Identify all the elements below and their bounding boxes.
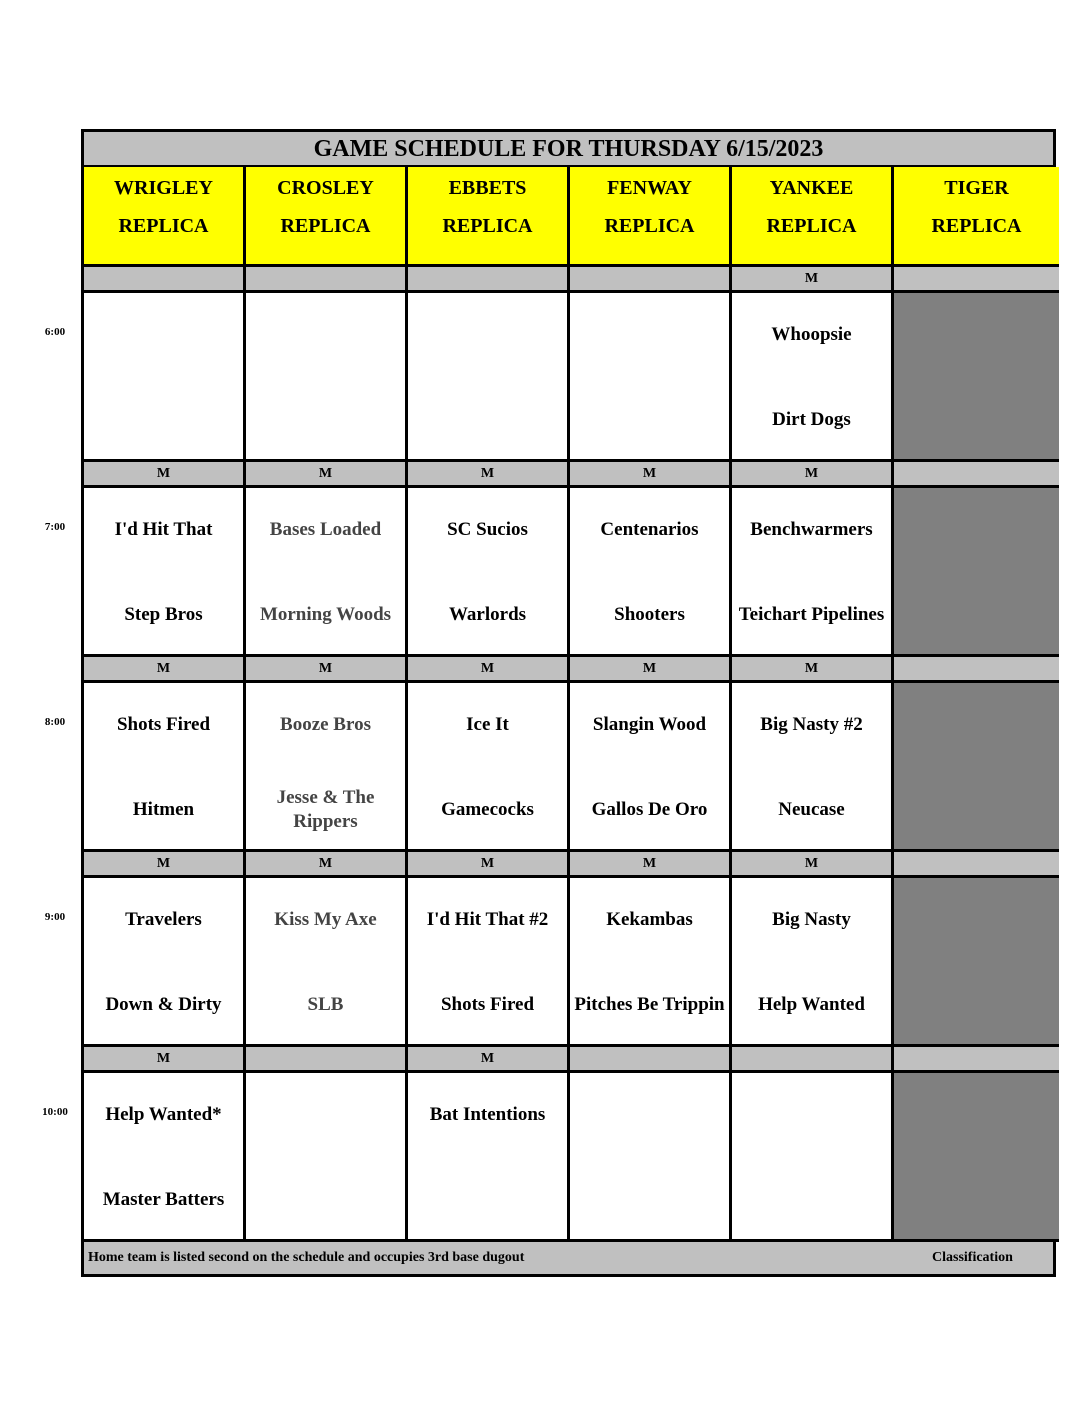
field-sub: REPLICA xyxy=(118,215,209,237)
home-team: Morning Woods xyxy=(259,604,392,625)
away-team: SC Sucios xyxy=(447,519,528,540)
field-header-wrigley xyxy=(84,167,246,267)
away-team: Kiss My Axe xyxy=(274,909,377,930)
footer-classification: Classification xyxy=(932,1250,1013,1265)
unavailable-cell xyxy=(894,1073,1059,1242)
away-team xyxy=(570,315,729,355)
away-team: Whoopsie xyxy=(771,324,852,345)
away-team xyxy=(894,510,1059,550)
away-team xyxy=(246,315,405,355)
class-band xyxy=(408,267,570,293)
away-team: Bat Intentions xyxy=(429,1104,546,1125)
game-cell xyxy=(732,1073,894,1242)
time-label: 7:00 xyxy=(44,521,66,533)
home-team xyxy=(894,790,1059,830)
game-cell xyxy=(408,488,570,657)
home-team: Step Bros xyxy=(124,604,203,625)
home-team: Gallos De Oro xyxy=(591,799,708,820)
unavailable-cell xyxy=(894,293,1059,462)
away-team: Big Nasty #2 xyxy=(760,714,863,735)
home-team xyxy=(894,985,1059,1025)
game-cell xyxy=(84,293,246,462)
class-band: M xyxy=(408,852,570,878)
home-team: Teichart Pipelines xyxy=(738,604,885,625)
class-band: M xyxy=(570,852,732,878)
away-team: Bases Loaded xyxy=(269,519,382,540)
class-band xyxy=(894,852,1059,878)
class-band xyxy=(84,267,246,293)
class-band xyxy=(246,267,408,293)
game-cell xyxy=(408,293,570,462)
schedule-footer xyxy=(84,1242,1053,1274)
class-band: M xyxy=(732,852,894,878)
home-team xyxy=(894,1180,1059,1220)
game-cell xyxy=(246,878,408,1047)
home-team: Down & Dirty xyxy=(105,994,222,1015)
schedule-title: GAME SCHEDULE FOR THURSDAY 6/15/2023 xyxy=(84,132,1053,167)
home-team: Shooters xyxy=(614,604,685,625)
class-band xyxy=(894,657,1059,683)
field-name: YANKEE xyxy=(769,177,854,199)
game-cell xyxy=(732,683,894,852)
unavailable-cell xyxy=(894,683,1059,852)
away-team: Kekambas xyxy=(606,909,693,930)
away-team xyxy=(246,1095,405,1135)
class-band: M xyxy=(84,462,246,488)
game-cell xyxy=(408,683,570,852)
home-team: Jesse & The Rippers xyxy=(276,787,375,832)
time-label: 9:00 xyxy=(44,911,66,923)
game-cell xyxy=(84,683,246,852)
class-band xyxy=(570,1047,732,1073)
unavailable-cell xyxy=(894,488,1059,657)
time-label: 10:00 xyxy=(42,1106,68,1118)
game-cell xyxy=(570,1073,732,1242)
class-band: M xyxy=(84,657,246,683)
field-header-fenway xyxy=(570,167,732,267)
game-cell xyxy=(732,293,894,462)
home-team xyxy=(246,400,405,440)
game-cell xyxy=(246,1073,408,1242)
field-sub: REPLICA xyxy=(280,215,371,237)
class-band: M xyxy=(246,852,408,878)
away-team: Centenarios xyxy=(600,519,699,540)
game-cell xyxy=(570,293,732,462)
away-team: Shots Fired xyxy=(116,714,211,735)
class-band: M xyxy=(246,462,408,488)
home-team xyxy=(570,1180,729,1220)
field-header-crosley xyxy=(246,167,408,267)
game-cell xyxy=(408,878,570,1047)
away-team: I'd Hit That #2 xyxy=(426,909,549,930)
field-name: EBBETS xyxy=(448,177,527,199)
home-team xyxy=(894,595,1059,635)
away-team: Benchwarmers xyxy=(750,519,873,540)
class-band: M xyxy=(570,462,732,488)
home-team: SLB xyxy=(307,994,344,1015)
class-band: M xyxy=(732,462,894,488)
class-band: M xyxy=(246,657,408,683)
time-label: 8:00 xyxy=(44,716,66,728)
class-band xyxy=(570,267,732,293)
class-band: M xyxy=(408,657,570,683)
game-cell xyxy=(570,878,732,1047)
game-cell xyxy=(84,878,246,1047)
class-band xyxy=(732,1047,894,1073)
field-sub: REPLICA xyxy=(931,215,1022,237)
home-team: Help Wanted xyxy=(758,994,865,1015)
home-team: Shots Fired xyxy=(440,994,535,1015)
class-band: M xyxy=(84,852,246,878)
field-name: WRIGLEY xyxy=(114,177,213,199)
field-sub: REPLICA xyxy=(766,215,857,237)
home-team xyxy=(570,400,729,440)
home-team: Master Batters xyxy=(102,1189,225,1210)
home-team xyxy=(408,400,567,440)
home-team xyxy=(84,400,243,440)
field-header-tiger xyxy=(894,167,1059,267)
class-band: M xyxy=(408,462,570,488)
away-team xyxy=(894,1095,1059,1135)
game-cell xyxy=(408,1073,570,1242)
away-team: Slangin Wood xyxy=(592,714,707,735)
away-team xyxy=(894,705,1059,745)
game-cell xyxy=(84,1073,246,1242)
game-cell xyxy=(570,683,732,852)
away-team xyxy=(408,315,567,355)
home-team: Hitmen xyxy=(132,799,195,820)
field-name: TIGER xyxy=(944,177,1009,199)
home-team: Pitches Be Trippin xyxy=(574,994,725,1015)
away-team: Big Nasty xyxy=(772,909,851,930)
away-team: Ice It xyxy=(466,714,509,735)
home-team xyxy=(732,1180,891,1220)
game-cell xyxy=(246,683,408,852)
home-team: Dirt Dogs xyxy=(772,409,851,430)
field-sub: REPLICA xyxy=(442,215,533,237)
field-header-yankee xyxy=(732,167,894,267)
game-cell xyxy=(570,488,732,657)
game-cell xyxy=(84,488,246,657)
field-sub: REPLICA xyxy=(604,215,695,237)
time-label: 6:00 xyxy=(44,326,66,338)
away-team: I'd Hit That xyxy=(114,519,213,540)
away-team xyxy=(84,315,243,355)
home-team: Gamecocks xyxy=(441,799,534,820)
class-band xyxy=(894,462,1059,488)
class-band: M xyxy=(570,657,732,683)
schedule-table xyxy=(81,129,1056,1277)
home-team xyxy=(246,1180,405,1220)
class-band: M xyxy=(84,1047,246,1073)
away-team: Help Wanted* xyxy=(105,1104,222,1125)
away-team: Booze Bros xyxy=(280,714,371,735)
away-team xyxy=(894,900,1059,940)
away-team xyxy=(570,1095,729,1135)
class-band xyxy=(246,1047,408,1073)
field-header-ebbets xyxy=(408,167,570,267)
game-cell xyxy=(732,488,894,657)
away-team: Travelers xyxy=(125,909,202,930)
home-team xyxy=(894,400,1059,440)
class-band: M xyxy=(732,657,894,683)
game-cell xyxy=(246,293,408,462)
game-cell xyxy=(732,878,894,1047)
class-band: M xyxy=(732,267,894,293)
class-band: M xyxy=(408,1047,570,1073)
away-team xyxy=(894,315,1059,355)
home-team xyxy=(408,1180,567,1220)
field-name: CROSLEY xyxy=(277,177,374,199)
class-band xyxy=(894,267,1059,293)
game-cell xyxy=(246,488,408,657)
footer-note: Home team is listed second on the schedule and occupies 3rd base dugout xyxy=(88,1250,525,1265)
unavailable-cell xyxy=(894,878,1059,1047)
away-team xyxy=(732,1095,891,1135)
home-team: Neucase xyxy=(778,799,845,820)
class-band xyxy=(894,1047,1059,1073)
home-team: Warlords xyxy=(448,604,527,625)
field-name: FENWAY xyxy=(607,177,692,199)
